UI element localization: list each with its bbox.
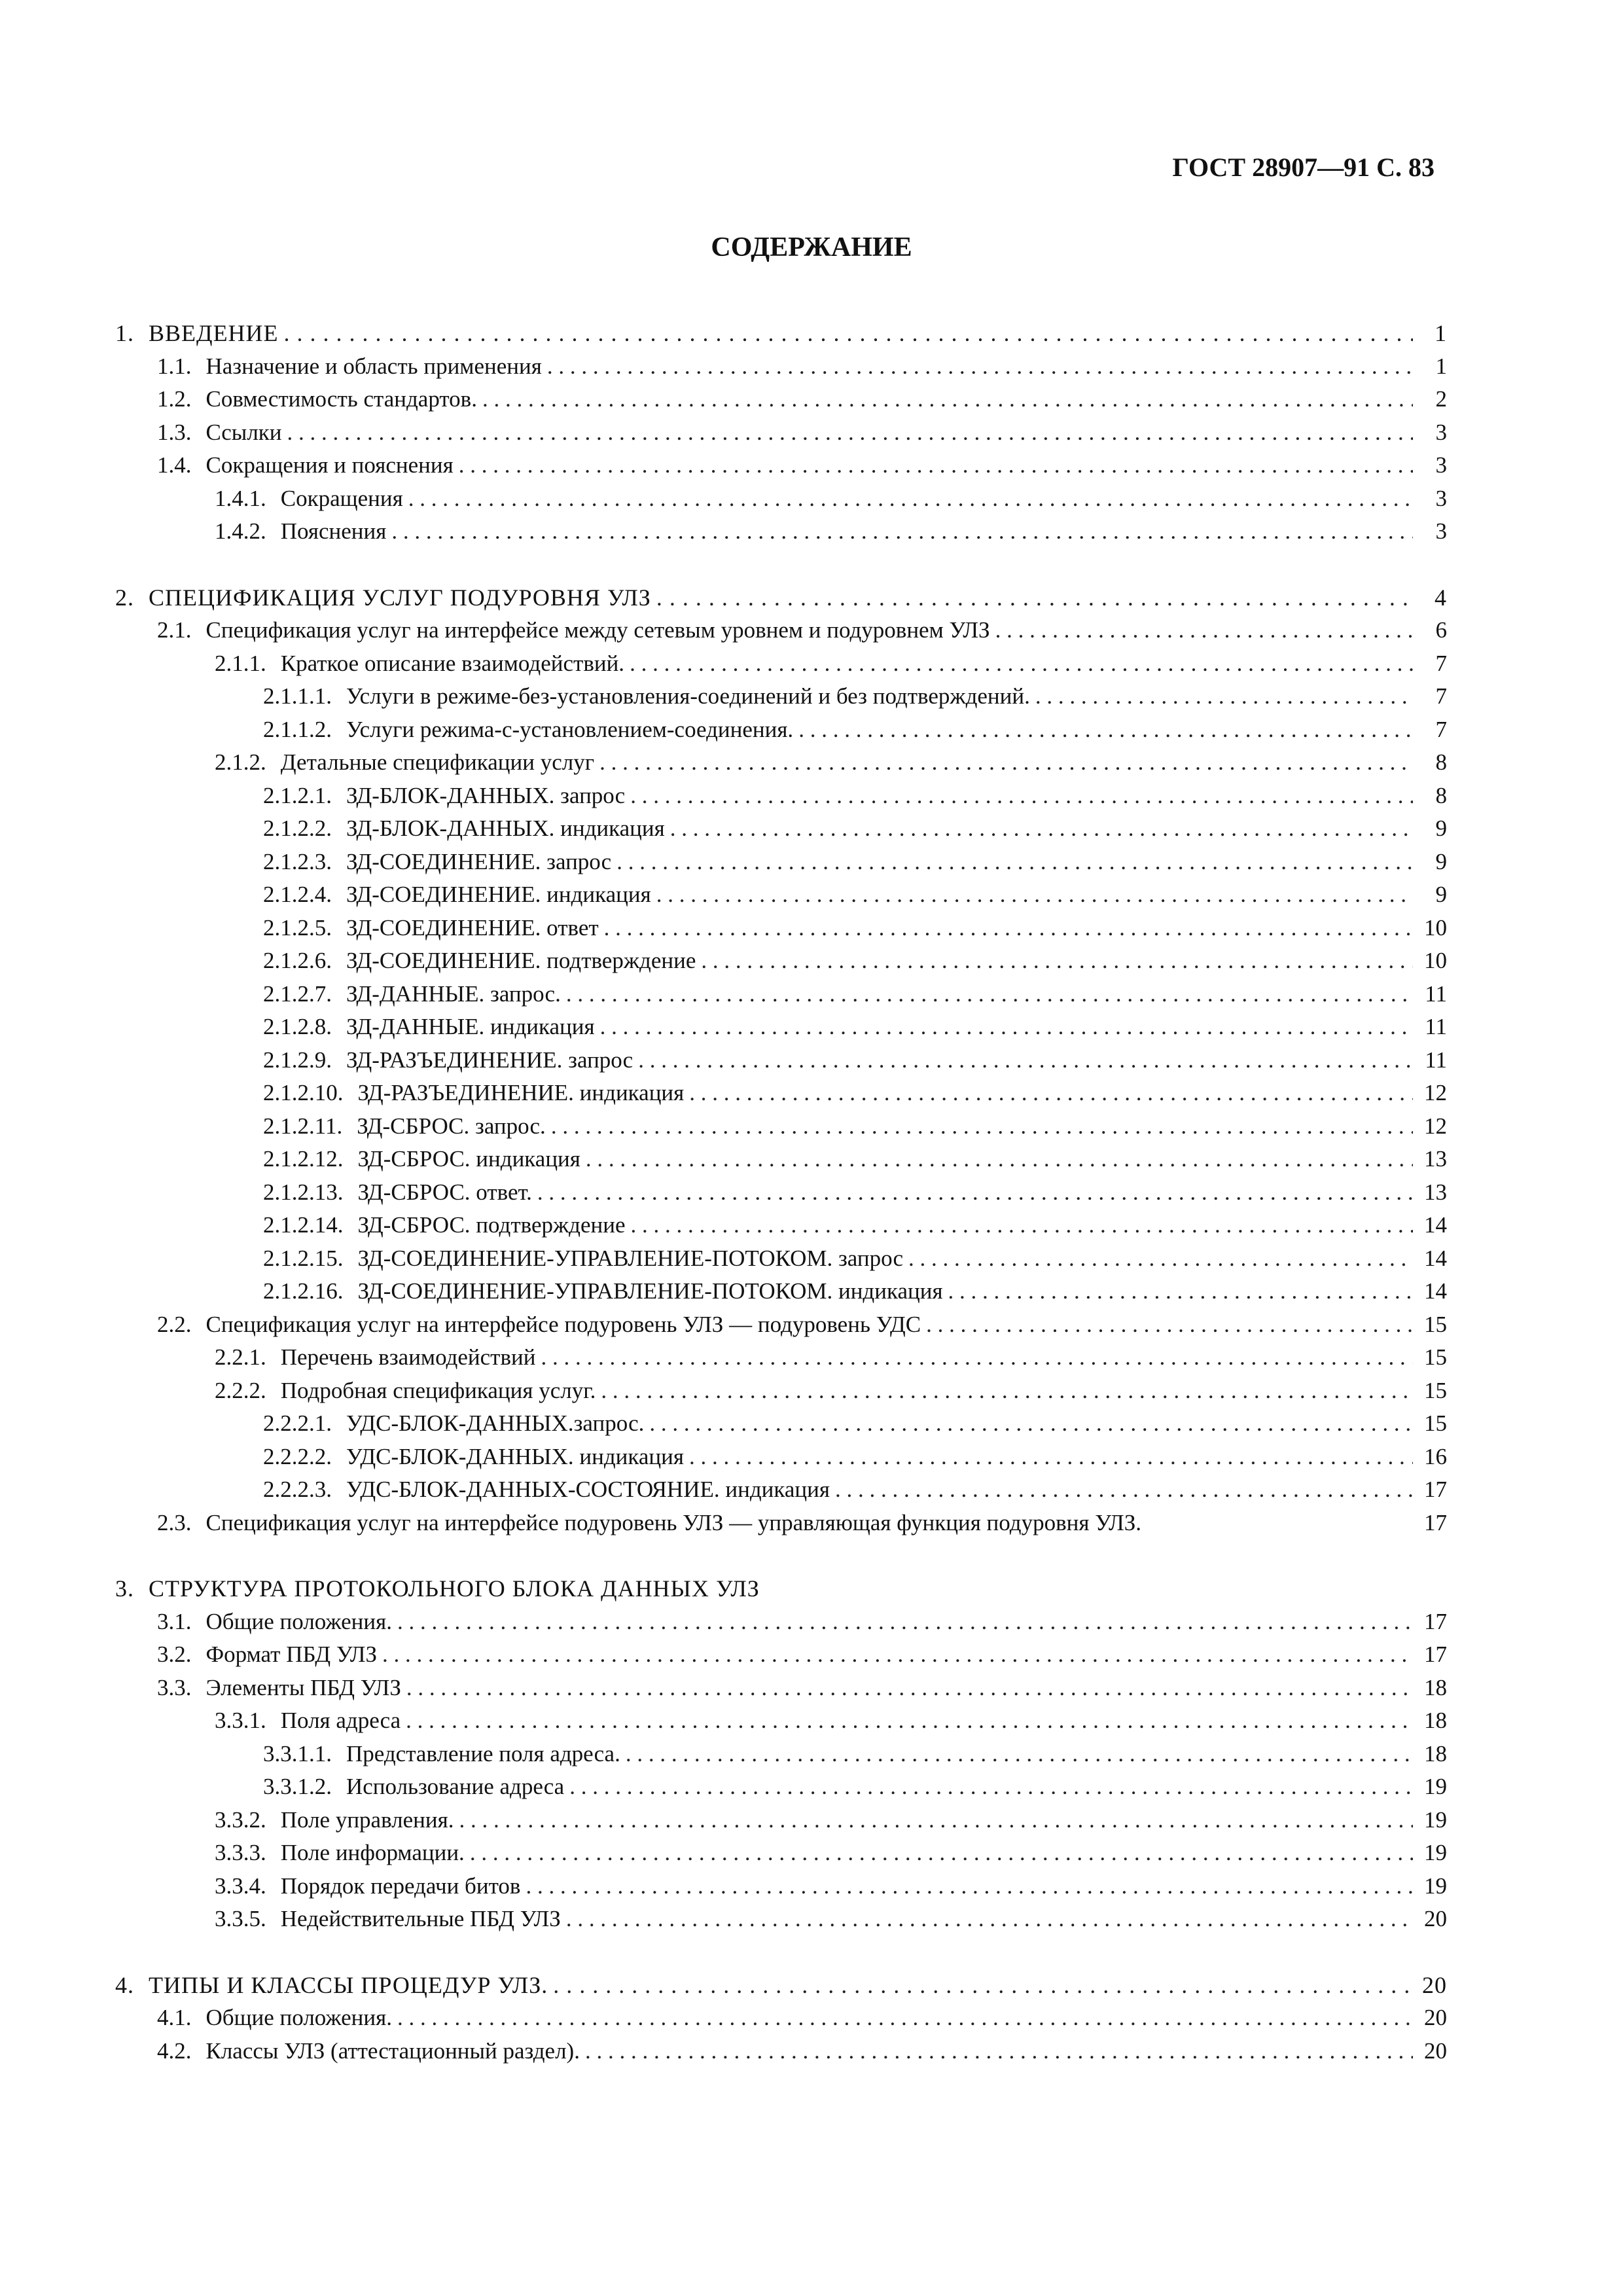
toc-entry-number: 2.1.2.14.: [263, 1212, 344, 1238]
toc-entry-title: ЗД-СОЕДИНЕНИЕ. ответ: [346, 914, 599, 941]
dot-leader: [406, 1704, 1413, 1738]
toc-entry-title: Использование адреса: [346, 1774, 565, 1799]
toc-entry-title: Краткое описание взаимодействий.: [280, 650, 625, 676]
toc-page-number: 16: [1424, 1443, 1447, 1469]
toc-entry: [115, 515, 1447, 548]
toc-entry-number: 3.3.3.: [215, 1840, 266, 1865]
dot-leader: [470, 1837, 1413, 1870]
toc-entry: [115, 317, 1447, 350]
toc-entry-title: Сокращения и пояснения: [205, 452, 454, 478]
toc-entry: [115, 713, 1447, 747]
page-title: СОДЕРЖАНИЕ: [711, 232, 912, 262]
toc-entry-number: 2.1.2.7.: [263, 980, 332, 1007]
toc-page-number: 9: [1435, 848, 1447, 874]
toc-entry-number: 2.1.2.5.: [263, 914, 332, 941]
dot-leader: [798, 713, 1413, 747]
toc-entry: [115, 1572, 1447, 1605]
toc-page-number: 18: [1424, 1708, 1447, 1733]
toc-entry-title: ЗД-БЛОК-ДАННЫХ. индикация: [346, 816, 665, 841]
toc-page-number: 9: [1435, 816, 1447, 841]
toc-entry: [115, 912, 1447, 945]
dot-leader: [656, 581, 1413, 615]
toc-entry-title: ЗД-СОЕДИНЕНИЕ-УПРАВЛЕНИЕ-ПОТОКОМ. индикация: [357, 1278, 943, 1304]
dot-leader: [585, 2035, 1413, 2068]
dot-leader: [541, 1341, 1413, 1374]
toc-entry-title: Перечень взаимодействий: [280, 1344, 536, 1370]
toc-page-number: 7: [1435, 650, 1447, 676]
toc-entry-title: Ссылки: [205, 419, 282, 445]
toc-page-number: 2: [1435, 386, 1447, 412]
toc-entry: [115, 1473, 1447, 1507]
toc-page-number: 8: [1435, 749, 1447, 775]
toc-page-number: 6: [1435, 617, 1447, 643]
toc-entry-number: 4.2.: [157, 2037, 192, 2064]
toc-entry: [115, 878, 1447, 912]
toc-page-number: 3: [1435, 518, 1447, 544]
toc-entry-title: Поле управления.: [280, 1806, 454, 1833]
dot-leader: [600, 1011, 1413, 1044]
toc-entry-title: Услуги режима-с-установлением-соединения.: [346, 716, 794, 742]
toc-page-number: 3: [1435, 452, 1447, 478]
toc-page-number: 3: [1435, 419, 1447, 445]
dot-leader: [631, 1209, 1413, 1242]
toc-page-number: 19: [1424, 1840, 1447, 1865]
toc-entry-title: Представление поля адреса.: [346, 1740, 620, 1767]
toc-entry: [115, 944, 1447, 978]
dot-leader: [408, 482, 1413, 516]
table-of-contents: [115, 317, 1447, 2100]
toc-entry: [115, 1176, 1447, 1210]
toc-page-number: 11: [1425, 1014, 1447, 1039]
toc-page-number: 13: [1424, 1179, 1447, 1205]
toc-entry: [115, 383, 1447, 416]
toc-entry-title: ЗД-ДАННЫЕ. индикация: [346, 1014, 595, 1039]
toc-entry-number: 2.1.2.2.: [263, 816, 332, 841]
toc-page-number: 14: [1424, 1278, 1447, 1304]
toc-entry-number: 1.4.: [157, 452, 192, 478]
toc-entry-title: Пояснения: [280, 518, 387, 544]
toc-page-number: 13: [1424, 1146, 1447, 1172]
toc-entry-number: 2.1.2.11.: [263, 1113, 343, 1139]
toc-entry: [115, 1143, 1447, 1176]
toc-page-number: 3: [1435, 485, 1447, 511]
toc-entry: [115, 1374, 1447, 1408]
toc-entry: [115, 1704, 1447, 1738]
toc-entry: [115, 680, 1447, 713]
toc-entry: [115, 1605, 1447, 1639]
toc-entry: [115, 1969, 1447, 2002]
dot-leader: [630, 780, 1413, 813]
toc-entry-title: Классы УЛЗ (аттестационный раздел).: [205, 2037, 580, 2064]
toc-entry: [115, 1209, 1447, 1242]
toc-page-number: 20: [1424, 1906, 1447, 1931]
toc-entry-title: Общие положения.: [205, 1608, 392, 1634]
toc-section: [115, 317, 1447, 548]
toc-entry-title: УДС-БЛОК-ДАННЫХ.запрос.: [346, 1410, 645, 1436]
toc-page-number: 12: [1424, 1080, 1447, 1105]
toc-section: [115, 1572, 1447, 1936]
dot-leader: [701, 944, 1413, 978]
dot-leader: [638, 1044, 1413, 1077]
toc-entry-number: 2.2.2.: [215, 1377, 266, 1403]
toc-entry: [115, 1672, 1447, 1705]
dot-leader: [601, 1374, 1413, 1408]
toc-page-number: 14: [1424, 1212, 1447, 1238]
dot-leader: [382, 1638, 1413, 1672]
toc-page-number: 9: [1435, 882, 1447, 907]
toc-entry-title: Сокращения: [280, 485, 403, 511]
toc-entry-title: ВВЕДЕНИЕ: [149, 320, 279, 346]
dot-leader: [689, 1077, 1413, 1110]
toc-page-number: 1: [1435, 353, 1447, 379]
toc-entry-number: 2.1.2.16.: [263, 1278, 344, 1304]
dot-leader: [566, 978, 1413, 1011]
toc-entry-number: 3.: [115, 1575, 134, 1602]
toc-page-number: 17: [1424, 1509, 1447, 1535]
toc-page-number: 15: [1424, 1311, 1447, 1337]
dot-leader: [397, 2001, 1413, 2035]
toc-entry-title: ЗД-СБРОС. подтверждение: [357, 1212, 626, 1238]
toc-page-number: 17: [1424, 1608, 1447, 1634]
toc-entry-number: 2.1.1.1.: [263, 683, 332, 709]
dot-leader: [926, 1308, 1413, 1342]
dot-leader: [566, 1903, 1413, 1936]
toc-entry-number: 1.3.: [157, 419, 192, 445]
toc-entry: [115, 1308, 1447, 1342]
toc-entry: [115, 1804, 1447, 1837]
toc-entry: [115, 1903, 1447, 1936]
toc-entry-number: 3.3.1.2.: [263, 1774, 332, 1799]
dot-leader: [284, 317, 1413, 350]
dot-leader: [391, 515, 1413, 548]
toc-entry-title: Порядок передачи битов: [280, 1873, 521, 1899]
toc-entry-number: 3.3.: [157, 1674, 192, 1700]
toc-page-number: 12: [1424, 1113, 1447, 1139]
dot-leader: [459, 1804, 1413, 1837]
toc-entry-title: Подробная спецификация услуг.: [280, 1377, 596, 1403]
toc-entry-number: 2.2.: [157, 1311, 192, 1337]
toc-page-number: 19: [1424, 1806, 1447, 1833]
toc-page-number: 18: [1424, 1740, 1447, 1767]
toc-page-number: 20: [1424, 2037, 1447, 2064]
toc-entry-title: ЗД-СБРОС. индикация: [357, 1146, 580, 1172]
dot-leader: [948, 1275, 1413, 1308]
toc-entry-number: 2.1.2.: [215, 749, 266, 775]
toc-entry-title: Поле информации.: [280, 1840, 465, 1865]
toc-entry: [115, 1638, 1447, 1672]
toc-entry-title: Детальные спецификации услуг: [280, 749, 595, 775]
toc-entry-title: Недействительные ПБД УЛЗ: [280, 1906, 561, 1931]
toc-entry-number: 4.: [115, 1971, 134, 1998]
toc-entry-number: 1.2.: [157, 386, 192, 412]
toc-entry-number: 1.: [115, 320, 134, 346]
toc-entry: [115, 581, 1447, 615]
dot-leader: [406, 1672, 1413, 1705]
toc-entry-number: 2.1.2.15.: [263, 1245, 344, 1271]
toc-entry-title: Общие положения.: [205, 2005, 392, 2030]
toc-page-number: 11: [1425, 980, 1447, 1007]
toc-entry: [115, 1738, 1447, 1771]
toc-entry-title: Спецификация услуг на интерфейсе между сетевым уровнем и подуровнем УЛЗ: [205, 617, 990, 643]
toc-entry: [115, 978, 1447, 1011]
toc-entry-title: УДС-БЛОК-ДАННЫХ. индикация: [346, 1443, 684, 1469]
toc-entry-title: УДС-БЛОК-ДАННЫХ-СОСТОЯНИЕ. индикация: [346, 1477, 830, 1502]
toc-entry-title: Поля адреса: [280, 1708, 401, 1733]
toc-entry: [115, 614, 1447, 647]
toc-entry: [115, 350, 1447, 384]
toc-entry-title: ЗД-СБРОС. ответ.: [357, 1179, 532, 1205]
toc-entry-number: 2.2.2.3.: [263, 1477, 332, 1502]
toc-entry-title: ТИПЫ И КЛАССЫ ПРОЦЕДУР УЛЗ.: [149, 1971, 548, 1998]
toc-page-number: 18: [1424, 1674, 1447, 1700]
toc-entry: [115, 1507, 1447, 1540]
toc-page-number: 8: [1435, 782, 1447, 808]
toc-page-number: 7: [1435, 683, 1447, 709]
toc-entry-title: ЗД-БЛОК-ДАННЫХ. запрос: [346, 782, 626, 808]
toc-entry-number: 2.2.1.: [215, 1344, 266, 1370]
toc-entry-title: Услуги в режиме-без-установления-соединений и без подтверждений.: [346, 683, 1030, 709]
toc-entry-title: ЗД-СОЕДИНЕНИЕ. подтверждение: [346, 948, 696, 973]
toc-entry-title: СТРУКТУРА ПРОТОКОЛЬНОГО БЛОКА ДАННЫХ УЛЗ: [149, 1575, 760, 1602]
toc-entry: [115, 1407, 1447, 1441]
dot-leader: [482, 383, 1413, 416]
toc-entry-number: 2.2.2.1.: [263, 1410, 332, 1436]
toc-entry-number: 2.1.2.8.: [263, 1014, 332, 1039]
toc-page-number: 10: [1424, 948, 1447, 973]
toc-entry-number: 3.3.1.1.: [263, 1740, 332, 1767]
toc-entry-number: 3.3.1.: [215, 1708, 266, 1733]
toc-entry-number: 2.1.2.6.: [263, 948, 332, 973]
toc-page-number: 15: [1424, 1410, 1447, 1436]
toc-page-number: 20: [1424, 2005, 1447, 2030]
toc-page-number: 4: [1435, 584, 1447, 611]
dot-leader: [287, 416, 1413, 450]
dot-leader: [649, 1407, 1413, 1441]
toc-page-number: 11: [1425, 1047, 1447, 1073]
dot-leader: [908, 1242, 1413, 1276]
toc-entry-number: 2.1.2.9.: [263, 1047, 332, 1073]
toc-entry: [115, 1837, 1447, 1870]
toc-entry-title: Элементы ПБД УЛЗ: [205, 1674, 401, 1700]
toc-entry-title: ЗД-РАЗЪЕДИНЕНИЕ. индикация: [357, 1080, 685, 1105]
toc-entry-title: Спецификация услуг на интерфейсе подуровень УЛЗ — подуровень УДС: [205, 1311, 921, 1337]
toc-entry: [115, 1770, 1447, 1804]
dot-leader: [835, 1473, 1413, 1507]
toc-entry-number: 2.1.2.10.: [263, 1080, 344, 1105]
toc-entry-number: 1.4.1.: [215, 485, 266, 511]
toc-entry-number: 3.1.: [157, 1608, 192, 1634]
dot-leader: [397, 1605, 1413, 1639]
toc-entry-number: 2.1.2.1.: [263, 782, 332, 808]
toc-page-number: 17: [1424, 1641, 1447, 1667]
toc-entry-number: 2.1.2.12.: [263, 1146, 344, 1172]
page-header: ГОСТ 28907—91 С. 83: [1172, 152, 1435, 182]
toc-entry-number: 1.4.2.: [215, 518, 266, 544]
dot-leader: [547, 350, 1413, 384]
toc-entry-number: 2.: [115, 584, 134, 611]
toc-entry-number: 4.1.: [157, 2005, 192, 2030]
toc-entry-title: Совместимость стандартов.: [205, 386, 477, 412]
toc-entry-number: 2.3.: [157, 1509, 192, 1535]
toc-entry-number: 1.1.: [157, 353, 192, 379]
toc-page-number: 15: [1424, 1344, 1447, 1370]
toc-section: [115, 581, 1447, 1540]
dot-leader: [995, 614, 1413, 647]
dot-leader: [626, 1738, 1413, 1771]
toc-entry: [115, 1275, 1447, 1308]
toc-entry: [115, 1870, 1447, 1903]
toc-entry-number: 3.3.2.: [215, 1806, 266, 1833]
toc-entry-number: 2.1.2.4.: [263, 882, 332, 907]
dot-leader: [1035, 680, 1413, 713]
toc-entry-number: 3.3.5.: [215, 1906, 266, 1931]
toc-entry-title: ЗД-СБРОС. запрос.: [357, 1113, 546, 1139]
toc-entry: [115, 2001, 1447, 2035]
dot-leader: [599, 746, 1413, 780]
toc-entry: [115, 1011, 1447, 1044]
toc-entry-number: 2.1.: [157, 617, 192, 643]
toc-entry-title: ЗД-РАЗЪЕДИНЕНИЕ. запрос: [346, 1047, 633, 1073]
dot-leader: [551, 1110, 1413, 1143]
toc-page-number: 15: [1424, 1377, 1447, 1403]
toc-entry: [115, 812, 1447, 846]
toc-page-number: 10: [1424, 914, 1447, 941]
toc-entry: [115, 746, 1447, 780]
toc-entry-number: 2.1.1.: [215, 650, 266, 676]
toc-page-number: 14: [1424, 1245, 1447, 1271]
toc-page-number: 20: [1422, 1971, 1447, 1998]
toc-entry-title: Формат ПБД УЛЗ: [205, 1641, 377, 1667]
toc-entry-number: 2.1.2.13.: [263, 1179, 344, 1205]
dot-leader: [553, 1969, 1413, 2002]
dot-leader: [604, 912, 1413, 945]
toc-entry-title: ЗД-СОЕДИНЕНИЕ. запрос: [346, 848, 612, 874]
toc-entry-number: 2.1.2.3.: [263, 848, 332, 874]
toc-entry: [115, 2035, 1447, 2068]
toc-entry: [115, 647, 1447, 681]
dot-leader: [656, 878, 1413, 912]
toc-entry: [115, 1110, 1447, 1143]
toc-entry: [115, 1077, 1447, 1110]
toc-section: [115, 1969, 1447, 2068]
toc-entry-title: Назначение и область применения: [205, 353, 542, 379]
toc-entry-title: Спецификация услуг на интерфейсе подуровень УЛЗ — управляющая функция подуровня УЛЗ.: [205, 1509, 1142, 1535]
toc-entry: [115, 1341, 1447, 1374]
toc-entry: [115, 449, 1447, 482]
toc-entry: [115, 1044, 1447, 1077]
dot-leader: [526, 1870, 1413, 1903]
toc-entry-title: ЗД-СОЕДИНЕНИЕ. индикация: [346, 882, 651, 907]
dot-leader: [616, 846, 1413, 879]
toc-entry: [115, 482, 1447, 516]
toc-entry: [115, 416, 1447, 450]
toc-entry: [115, 780, 1447, 813]
toc-entry: [115, 1441, 1447, 1474]
dot-leader: [459, 449, 1413, 482]
toc-page-number: 17: [1424, 1477, 1447, 1502]
toc-entry-title: ЗД-СОЕДИНЕНИЕ-УПРАВЛЕНИЕ-ПОТОКОМ. запрос: [357, 1245, 904, 1271]
toc-entry-number: 3.3.4.: [215, 1873, 266, 1899]
toc-page-number: 7: [1435, 716, 1447, 742]
toc-entry-number: 2.2.2.2.: [263, 1443, 332, 1469]
toc-page-number: 19: [1424, 1774, 1447, 1799]
toc-page-number: 1: [1435, 320, 1447, 346]
dot-leader: [689, 1441, 1413, 1474]
toc-entry-number: 3.2.: [157, 1641, 192, 1667]
toc-entry-title: ЗД-ДАННЫЕ. запрос.: [346, 980, 561, 1007]
toc-entry: [115, 1242, 1447, 1276]
toc-entry-title: СПЕЦИФИКАЦИЯ УСЛУГ ПОДУРОВНЯ УЛЗ: [149, 584, 651, 611]
toc-entry-number: 2.1.1.2.: [263, 716, 332, 742]
dot-leader: [537, 1176, 1413, 1210]
toc-entry: [115, 846, 1447, 879]
dot-leader: [670, 812, 1413, 846]
dot-leader: [630, 647, 1413, 681]
toc-page-number: 19: [1424, 1873, 1447, 1899]
dot-leader: [586, 1143, 1413, 1176]
dot-leader: [569, 1770, 1413, 1804]
